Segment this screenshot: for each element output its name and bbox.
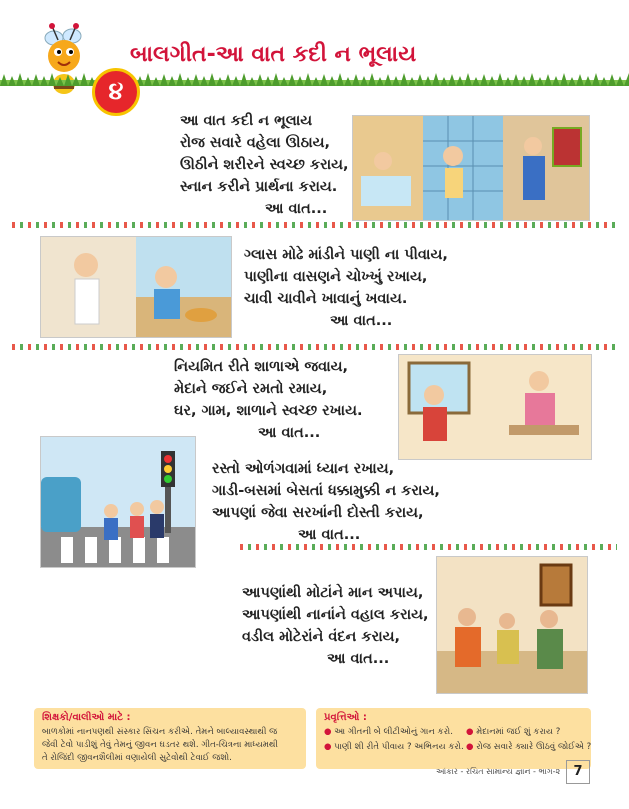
drinking-water-illustration <box>40 236 232 338</box>
activities-heading: પ્રવૃત્તિઓ : <box>324 712 367 723</box>
stanza-line: પાણીના વાસણને ચોખ્ખું રખાય, <box>244 269 428 285</box>
teacher-note-line: જેવી ટેવો પાડીશું તેવું તેમનું જીવન ઘડતર થશે. ગીત-ચિત્રના માધ્યમથી <box>42 740 278 750</box>
stanza-line: નિયમિત રીતે શાળાએ જવાય, <box>174 359 349 375</box>
section-divider <box>12 222 617 228</box>
stanza-line: આ વાત કદી ન ભૂલાય <box>180 113 313 129</box>
stanza-line: ઘર, ગામ, શાળાને સ્વચ્છ રખાય. <box>174 403 363 419</box>
section-divider <box>240 544 617 550</box>
refrain: આ વાત... <box>265 201 328 217</box>
stanza-line: વડીલ મોટેરાંને વંદન કરાય, <box>242 629 401 645</box>
section-divider <box>12 344 617 350</box>
stanza-line: ગ્લાસ મોઢે માંડીને પાણી ના પીવાય, <box>244 247 448 263</box>
refrain: આ વાત... <box>258 425 321 441</box>
stanza-line: આપણાં જેવા સરખાંની દોસ્તી કરાય, <box>212 505 424 521</box>
stanza-line: રસ્તો ઓળંગવામાં ધ્યાન રખાય, <box>212 461 395 477</box>
teacher-note-line: બાળકોમાં નાનપણથી સંસ્કાર સિંચન કરીએ. તેમને બાલ્યાવસ્થાથી જ <box>42 727 278 737</box>
stanza-line: આપણાંથી નાનાંને વહાલ કરાય, <box>242 607 429 623</box>
stanza-4 <box>212 458 440 546</box>
stanza-line: ઊઠીને શરીરને સ્વચ્છ કરાય, <box>180 157 349 173</box>
respect-elders-illustration <box>436 556 588 694</box>
stanza-line: આપણાંથી મોટાંને માન અપાય, <box>242 585 424 601</box>
morning-routine-illustration <box>352 115 590 221</box>
stanza-3 <box>174 356 363 444</box>
stanza-2 <box>244 244 448 332</box>
stanza-line: સ્નાન કરીને પ્રાર્થના કરાય. <box>180 179 338 195</box>
stanza-line: ગાડી-બસમાં બેસતાં ધક્કામુક્કી ન કરાય, <box>212 483 440 499</box>
activities-box <box>316 708 591 769</box>
road-crossing-illustration <box>40 436 196 568</box>
refrain: આ વાત... <box>330 313 393 329</box>
bee-mascot-icon <box>28 18 98 98</box>
page-number: 7 <box>566 760 590 784</box>
stanza-5 <box>242 582 429 670</box>
stanza-line: ચાવી ચાવીને ખાવાનું ખવાય. <box>244 291 408 307</box>
activity-item: ● મેદાનમાં જઈ શું કરાય ? <box>466 727 561 737</box>
teacher-note-text <box>42 726 278 765</box>
activity-item: ● રોજ સવારે ક્યારે ઊઠવું જોઈએ ? <box>466 742 592 752</box>
stanza-line: મેદાને જઈને રમતો રમાય, <box>174 381 328 397</box>
activity-item: ● પાણી શી રીતે પીવાય ? અભિનય કરો. <box>324 742 464 752</box>
activity-item: ● આ ગીતની બે લીટીઓનું ગાન કરો. <box>324 727 453 737</box>
book-footer: આંકાર - રચિત સામાન્ય જ્ઞાન - ભાગ-૨ <box>436 767 561 776</box>
page-title: બાલગીત-આ વાત કદી ન ભૂલાય <box>130 42 417 67</box>
teacher-note-line: તે રોજિંદી જીવનશૈલીમાં વણાયેલી સુટેવોથી ટેવાઈ જશો. <box>42 753 232 763</box>
stanza-line: રોજ સવારે વહેલા ઊઠાય, <box>180 135 331 151</box>
lesson-number-badge: ૪ <box>92 68 140 116</box>
refrain: આ વાત... <box>327 651 390 667</box>
stanza-1 <box>180 110 349 220</box>
cleaning-house-illustration <box>398 354 592 460</box>
teacher-note-heading: શિક્ષકો/વાલીઓ માટે : <box>42 712 131 723</box>
refrain: આ વાત... <box>298 527 361 543</box>
teacher-note-box <box>34 708 306 769</box>
